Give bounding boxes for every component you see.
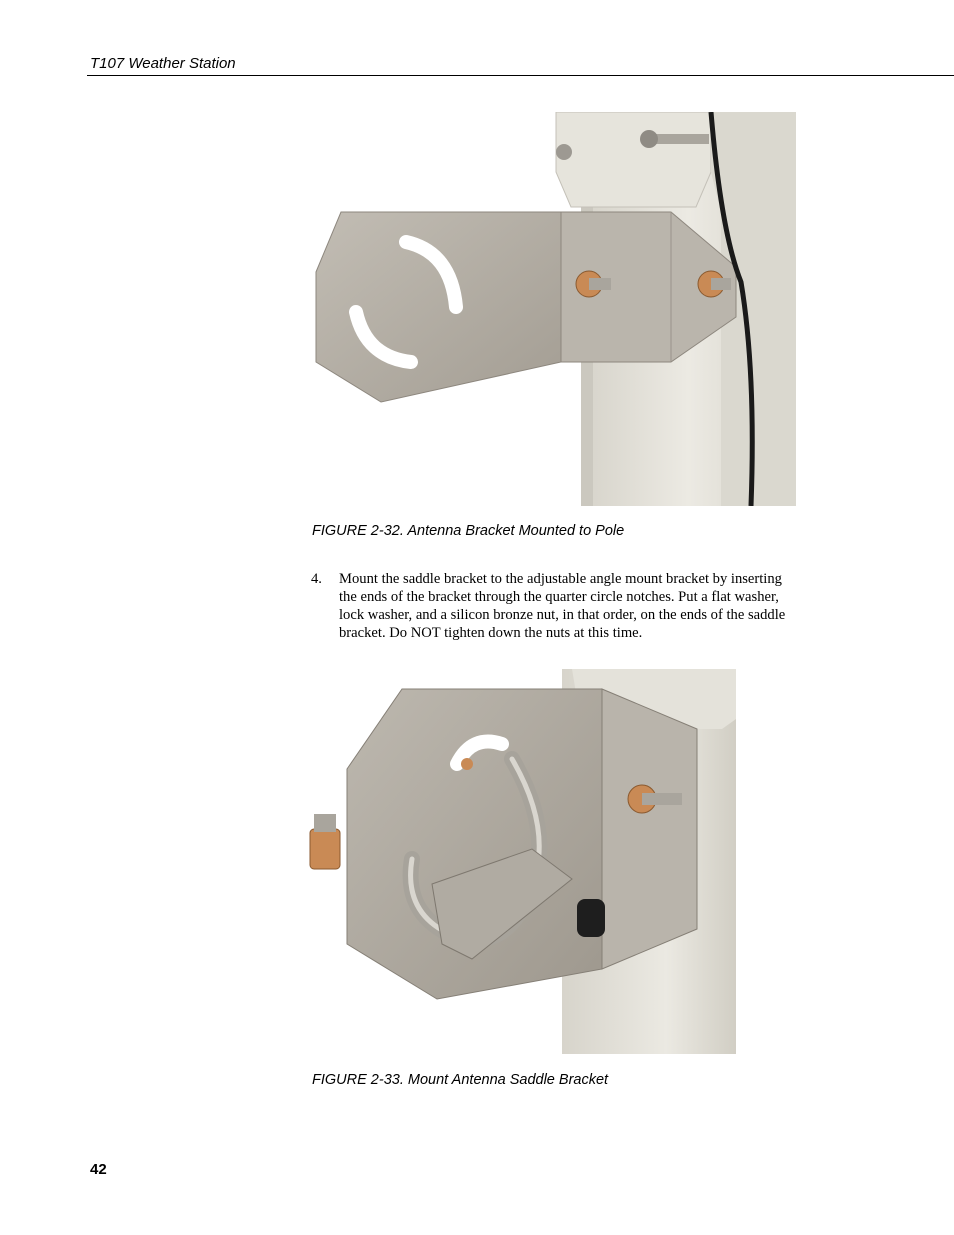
step-number: 4. xyxy=(311,571,322,587)
running-header-title: T107 Weather Station xyxy=(90,55,236,72)
step-text: Mount the saddle bracket to the adjustable angle mount bracket by inserting the ends of the bracket through the quarter circle notches. Put a flat washer, lock washer, and a silicon bronze nut, in that order, on the ends of the saddle bracket. Do NOT tighten down the nuts at this time. xyxy=(339,571,786,641)
antenna-bracket-illustration xyxy=(311,112,796,506)
figure-antenna-bracket-photo xyxy=(311,112,796,506)
figure-caption: FIGURE 2-33. Mount Antenna Saddle Bracket xyxy=(312,1072,609,1088)
page-number: 42 xyxy=(90,1161,107,1178)
figure-saddle-bracket-photo xyxy=(302,669,736,1054)
header-rule xyxy=(87,75,954,76)
figure-caption: FIGURE 2-32. Antenna Bracket Mounted to Pole xyxy=(312,523,625,539)
saddle-bracket-illustration xyxy=(302,669,736,1054)
